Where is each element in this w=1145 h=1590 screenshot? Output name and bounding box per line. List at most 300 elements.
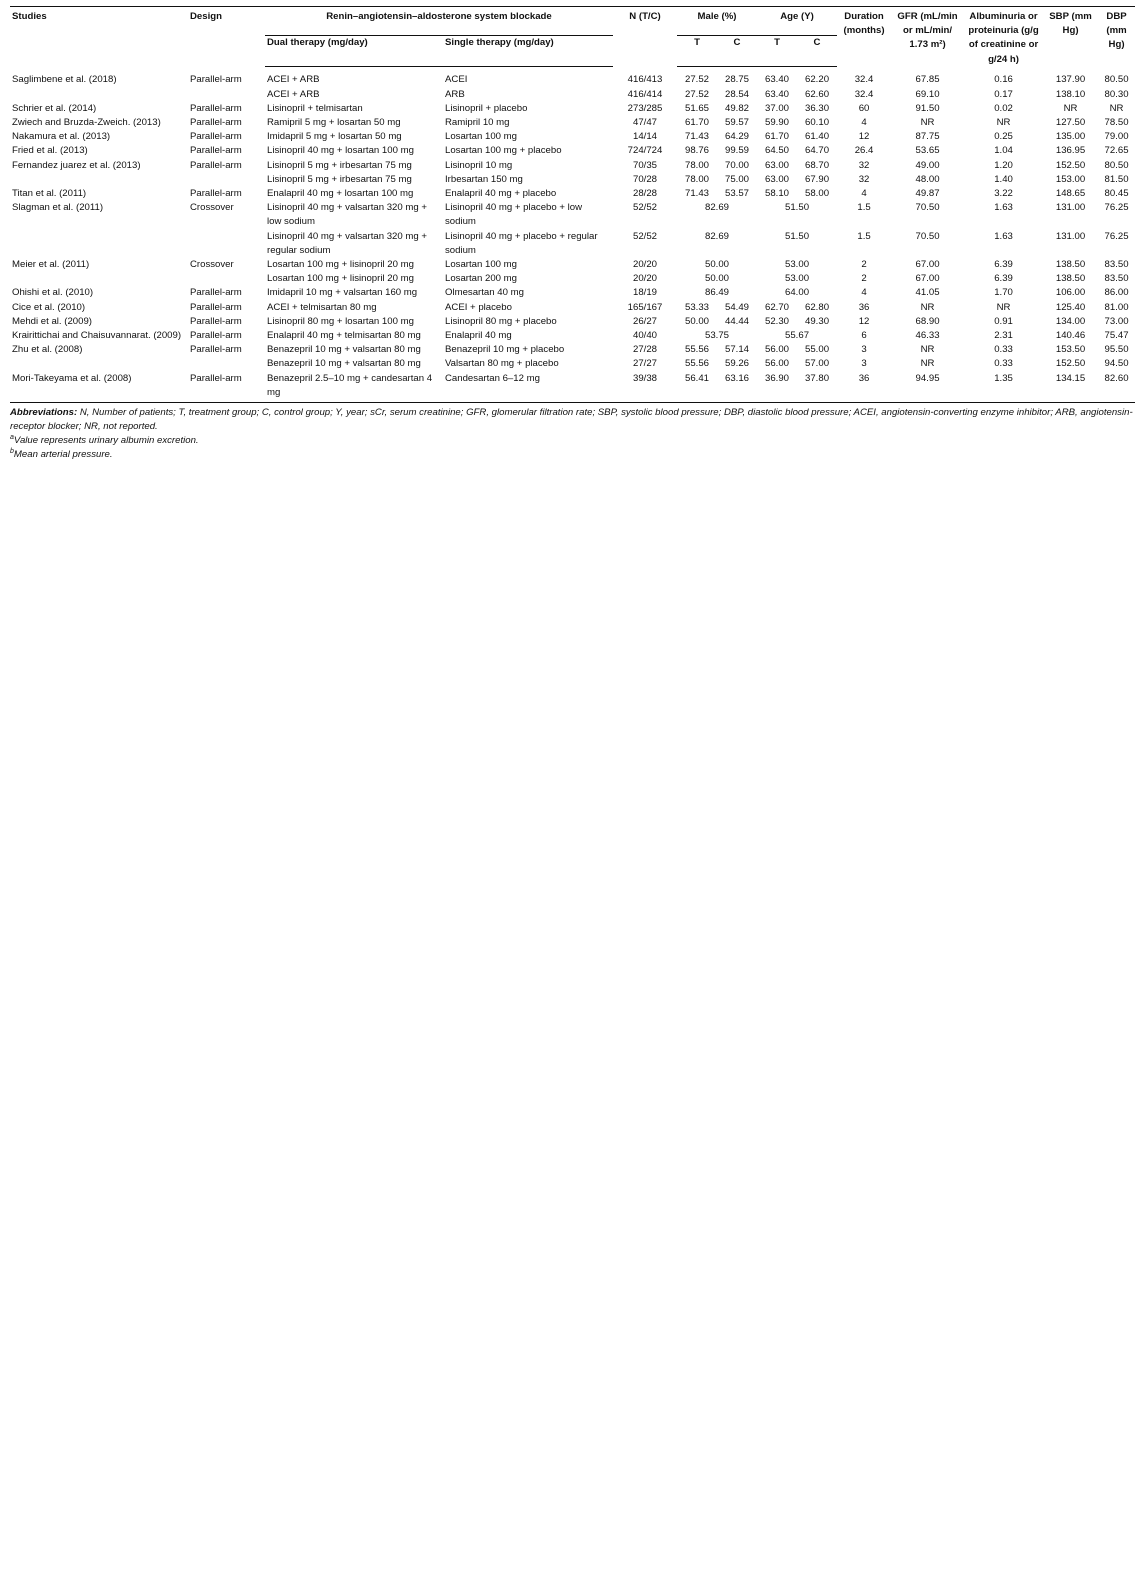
cell-single: Olmesartan 40 mg — [445, 287, 524, 299]
cell-male-t: 50.00 — [705, 273, 730, 285]
table-row — [10, 102, 1135, 116]
header-raas: Renin–angiotensin–aldosterone system blockade — [265, 7, 613, 36]
cell-study: Slagman et al. (2011) — [12, 202, 104, 214]
cell-dbp: 81.50 — [1104, 173, 1129, 185]
cell-male-c: 64.29 — [725, 131, 750, 143]
cell-dbp: 75.47 — [1104, 329, 1129, 341]
cell-duration: 2 — [861, 273, 867, 285]
cell-sbp: 138.10 — [1055, 88, 1086, 100]
footnote-b-mark: b — [10, 447, 14, 455]
cell-n: 724/724 — [627, 145, 663, 157]
cell-gfr: 70.50 — [915, 202, 940, 214]
cell-age-t: 56.00 — [765, 358, 790, 370]
cell-albuminuria: 0.33 — [994, 358, 1013, 370]
cell-design — [188, 88, 265, 102]
cell-dual: Lisinopril + telmisartan — [267, 102, 363, 114]
header-age-c: C — [797, 36, 837, 67]
cell-n: 20/20 — [632, 258, 657, 270]
cell-male-t: 82.69 — [705, 230, 730, 242]
cell-age-t: 63.00 — [765, 159, 790, 171]
cell-single: Irbesartan 150 mg — [445, 173, 523, 185]
cell-design: Parallel-arm — [190, 102, 242, 114]
cell-design: Crossover — [190, 202, 234, 214]
cell-male-c: 28.75 — [725, 74, 750, 86]
footnote-a-mark: a — [10, 433, 14, 441]
cell-albuminuria: 0.17 — [994, 88, 1013, 100]
cell-dual: Benazepril 2.5–10 mg + candesartan 4 mg — [267, 372, 433, 398]
table-page — [0, 0, 1145, 470]
cell-male-t: 78.00 — [684, 173, 709, 185]
header-albuminuria: Albuminuria or proteinuria (g/g of creatinine or g/24 h) — [964, 7, 1043, 67]
cell-age-t: 51.50 — [785, 230, 810, 242]
cell-gfr: 68.90 — [915, 315, 940, 327]
cell-sbp: 131.00 — [1055, 202, 1086, 214]
cell-duration: 2 — [861, 258, 867, 270]
cell-duration: 26.4 — [854, 145, 874, 157]
cell-dbp: 78.50 — [1104, 116, 1129, 128]
cell-study: Mori-Takeyama et al. (2008) — [12, 372, 132, 384]
cell-dual: Lisinopril 5 mg + irbesartan 75 mg — [267, 173, 412, 185]
cell-single: Losartan 200 mg — [445, 273, 517, 285]
cell-age-t: 53.00 — [785, 273, 810, 285]
footnote-b — [10, 448, 1135, 462]
table-row — [10, 159, 1135, 173]
cell-dbp: 80.30 — [1104, 88, 1129, 100]
cell-dual: ACEI + telmisartan 80 mg — [267, 301, 377, 313]
cell-dual: ACEI + ARB — [267, 88, 320, 100]
table-row — [10, 272, 1135, 286]
cell-study: Fried et al. (2013) — [12, 145, 88, 157]
cell-age-t: 64.00 — [785, 287, 810, 299]
table-row — [10, 230, 1135, 258]
header-male-t: T — [677, 36, 717, 67]
table-row — [10, 130, 1135, 144]
cell-gfr: NR — [920, 301, 935, 313]
cell-dbp: NR — [1109, 102, 1124, 114]
cell-sbp: 152.50 — [1055, 358, 1086, 370]
cell-design: Parallel-arm — [190, 344, 242, 356]
cell-gfr: 67.00 — [915, 273, 940, 285]
cell-sbp: 125.40 — [1055, 301, 1086, 313]
cell-single: ACEI + placebo — [445, 301, 512, 313]
cell-male-t: 53.75 — [705, 329, 730, 341]
header-duration: Duration (months) — [837, 7, 891, 67]
cell-albuminuria: NR — [996, 116, 1011, 128]
cell-dual: Lisinopril 40 mg + valsartan 320 mg + low sodium — [267, 202, 427, 228]
cell-study: Nakamura et al. (2013) — [12, 131, 111, 143]
cell-age-t: 64.50 — [765, 145, 790, 157]
cell-n: 26/27 — [632, 315, 657, 327]
header-dual: Dual therapy (mg/day) — [265, 36, 443, 67]
cell-n: 273/285 — [627, 102, 663, 114]
cell-gfr: NR — [920, 116, 935, 128]
cell-albuminuria: 0.25 — [994, 131, 1013, 143]
cell-age-t: 36.90 — [765, 372, 790, 384]
cell-duration: 12 — [858, 315, 870, 327]
cell-male-t: 27.52 — [684, 88, 709, 100]
cell-male-c: 49.82 — [725, 102, 750, 114]
cell-male-c: 57.14 — [725, 344, 750, 356]
cell-age-c: 67.90 — [805, 173, 830, 185]
cell-sbp: 153.00 — [1055, 173, 1086, 185]
cell-dbp: 80.45 — [1104, 187, 1129, 199]
cell-n: 28/28 — [632, 187, 657, 199]
cell-albuminuria: 1.20 — [994, 159, 1013, 171]
cell-gfr: 87.75 — [915, 131, 940, 143]
cell-albuminuria: 6.39 — [994, 273, 1013, 285]
table-body — [10, 67, 1135, 400]
footnote-a-text: Value represents urinary albumin excretion. — [13, 434, 199, 446]
cell-sbp: 135.00 — [1055, 131, 1086, 143]
cell-duration: 32.4 — [854, 88, 874, 100]
cell-gfr: 49.00 — [915, 159, 940, 171]
cell-age-c: 58.00 — [805, 187, 830, 199]
cell-albuminuria: NR — [996, 301, 1011, 313]
cell-sbp: 152.50 — [1055, 159, 1086, 171]
cell-single: Lisinopril 40 mg + placebo + regular sodium — [445, 230, 598, 256]
cell-n: 18/19 — [632, 287, 657, 299]
cell-male-c: 99.59 — [725, 145, 750, 157]
cell-dbp: 82.60 — [1104, 372, 1129, 384]
cell-age-t: 37.00 — [765, 102, 790, 114]
cell-gfr: 48.00 — [915, 173, 940, 185]
cell-gfr: 94.95 — [915, 372, 940, 384]
cell-age-t: 62.70 — [765, 301, 790, 313]
cell-albuminuria: 0.02 — [994, 102, 1013, 114]
cell-n: 70/35 — [632, 159, 657, 171]
cell-duration: 6 — [861, 329, 867, 341]
cell-age-c: 64.70 — [805, 145, 830, 157]
cell-duration: 3 — [861, 344, 867, 356]
cell-albuminuria: 1.63 — [994, 230, 1013, 242]
cell-dbp: 83.50 — [1104, 273, 1129, 285]
cell-single: Ramipril 10 mg — [445, 116, 510, 128]
cell-gfr: 70.50 — [915, 230, 940, 242]
cell-study — [10, 272, 188, 286]
cell-n: 27/28 — [632, 344, 657, 356]
table-row — [10, 88, 1135, 102]
cell-age-c: 68.70 — [805, 159, 830, 171]
cell-study: Cice et al. (2010) — [12, 301, 86, 313]
cell-albuminuria: 1.70 — [994, 287, 1013, 299]
cell-male-c: 70.00 — [725, 159, 750, 171]
cell-study: Schrier et al. (2014) — [12, 102, 97, 114]
cell-male-t: 50.00 — [705, 258, 730, 270]
cell-duration: 32 — [858, 173, 870, 185]
abbreviations-label: Abbreviations: — [10, 406, 78, 418]
cell-male-t: 51.65 — [684, 102, 709, 114]
cell-male-t: 55.56 — [684, 344, 709, 356]
cell-n: 14/14 — [632, 131, 657, 143]
table-row — [10, 286, 1135, 300]
cell-dual: Lisinopril 80 mg + losartan 100 mg — [267, 315, 414, 327]
cell-male-t: 61.70 — [684, 116, 709, 128]
cell-male-c: 59.26 — [725, 358, 750, 370]
table-row — [10, 201, 1135, 229]
cell-sbp: NR — [1063, 102, 1078, 114]
cell-male-t: 56.41 — [684, 372, 709, 384]
cell-sbp: 140.46 — [1055, 329, 1086, 341]
cell-male-c: 54.49 — [725, 301, 750, 313]
header-single: Single therapy (mg/day) — [443, 36, 613, 67]
cell-dbp: 76.25 — [1104, 202, 1129, 214]
cell-albuminuria: 1.35 — [994, 372, 1013, 384]
cell-sbp: 131.00 — [1055, 230, 1086, 242]
cell-design — [188, 230, 265, 258]
cell-n: 27/27 — [632, 358, 657, 370]
cell-n: 39/38 — [632, 372, 657, 384]
cell-single: Losartan 100 mg — [445, 258, 517, 270]
cell-male-t: 82.69 — [705, 202, 730, 214]
cell-age-t: 51.50 — [785, 202, 810, 214]
table-row — [10, 357, 1135, 371]
cell-study: Meier et al. (2011) — [12, 258, 90, 270]
footnote-a — [10, 434, 1135, 448]
cell-study — [10, 357, 188, 371]
cell-single: Enalapril 40 mg + placebo — [445, 187, 557, 199]
cell-single: Candesartan 6–12 mg — [445, 372, 540, 384]
cell-study: Fernandez juarez et al. (2013) — [12, 159, 141, 171]
cell-male-t: 78.00 — [684, 159, 709, 171]
cell-n: 70/28 — [632, 173, 657, 185]
cell-single: Losartan 100 mg + placebo — [445, 145, 562, 157]
cell-study: Krairittichai and Chaisuvannarat. (2009) — [12, 329, 182, 341]
cell-n: 52/52 — [632, 230, 657, 242]
header-sbp: SBP (mm Hg) — [1043, 7, 1098, 67]
cell-dbp: 79.00 — [1104, 131, 1129, 143]
table-row — [10, 372, 1135, 400]
cell-age-c: 37.80 — [805, 372, 830, 384]
cell-duration: 4 — [861, 287, 867, 299]
cell-dual: Enalapril 40 mg + telmisartan 80 mg — [267, 329, 421, 341]
cell-design — [188, 173, 265, 187]
cell-n: 416/414 — [627, 88, 663, 100]
cell-age-c: 62.20 — [805, 74, 830, 86]
table-row — [10, 144, 1135, 158]
cell-dual: Lisinopril 40 mg + losartan 100 mg — [267, 145, 414, 157]
cell-single: Valsartan 80 mg + placebo — [445, 358, 559, 370]
cell-duration: 36 — [858, 372, 870, 384]
cell-dual: Lisinopril 5 mg + irbesartan 75 mg — [267, 159, 412, 171]
header-design: Design — [188, 7, 265, 67]
cell-design: Parallel-arm — [190, 372, 242, 384]
cell-dbp: 94.50 — [1104, 358, 1129, 370]
table-row — [10, 315, 1135, 329]
cell-male-c: 75.00 — [725, 173, 750, 185]
cell-sbp: 127.50 — [1055, 116, 1086, 128]
studies-table — [10, 6, 1135, 400]
cell-dual: Ramipril 5 mg + losartan 50 mg — [267, 116, 401, 128]
cell-study: Ohishi et al. (2010) — [12, 287, 94, 299]
cell-male-t: 98.76 — [684, 145, 709, 157]
cell-study — [10, 230, 188, 258]
cell-age-t: 63.00 — [765, 173, 790, 185]
header-age-t: T — [757, 36, 797, 67]
cell-gfr: 46.33 — [915, 329, 940, 341]
cell-dual: Imidapril 10 mg + valsartan 160 mg — [267, 287, 418, 299]
cell-sbp: 136.95 — [1055, 145, 1086, 157]
cell-sbp: 138.50 — [1055, 273, 1086, 285]
cell-dual: Losartan 100 mg + lisinopril 20 mg — [267, 258, 414, 270]
cell-age-c: 57.00 — [805, 358, 830, 370]
cell-duration: 4 — [861, 116, 867, 128]
cell-duration: 32 — [858, 159, 870, 171]
cell-n: 20/20 — [632, 273, 657, 285]
cell-single: Benazepril 10 mg + placebo — [445, 344, 565, 356]
cell-duration: 60 — [858, 102, 870, 114]
cell-dual: Enalapril 40 mg + losartan 100 mg — [267, 187, 414, 199]
cell-male-c: 63.16 — [725, 372, 750, 384]
cell-albuminuria: 1.40 — [994, 173, 1013, 185]
cell-design: Parallel-arm — [190, 73, 242, 85]
cell-study: Zhu et al. (2008) — [12, 344, 83, 356]
cell-dbp: 76.25 — [1104, 230, 1129, 242]
cell-n: 416/413 — [627, 73, 663, 85]
cell-age-t: 58.10 — [765, 187, 790, 199]
cell-sbp: 134.15 — [1055, 372, 1086, 384]
cell-male-t: 53.33 — [684, 301, 709, 313]
cell-albuminuria: 0.33 — [994, 344, 1013, 356]
cell-albuminuria: 1.04 — [994, 145, 1013, 157]
cell-age-t: 59.90 — [765, 116, 790, 128]
cell-dbp: 86.00 — [1104, 287, 1129, 299]
cell-dual: Losartan 100 mg + lisinopril 20 mg — [267, 273, 414, 285]
header-n: N (T/C) — [613, 7, 677, 67]
cell-dbp: 83.50 — [1104, 258, 1129, 270]
cell-albuminuria: 6.39 — [994, 258, 1013, 270]
cell-design — [188, 272, 265, 286]
table-header — [10, 7, 1135, 67]
cell-age-c: 55.00 — [805, 344, 830, 356]
cell-design: Parallel-arm — [190, 145, 242, 157]
cell-design: Crossover — [190, 258, 234, 270]
cell-age-c: 60.10 — [805, 116, 830, 128]
cell-gfr: 69.10 — [915, 88, 940, 100]
table-row — [10, 173, 1135, 187]
cell-n: 165/167 — [627, 301, 663, 313]
cell-sbp: 138.50 — [1055, 258, 1086, 270]
table-row — [10, 187, 1135, 201]
header-gfr: GFR (mL/min or mL/min/ 1.73 m²) — [891, 7, 964, 67]
cell-dual: ACEI + ARB — [267, 74, 320, 86]
cell-dual: Imidapril 5 mg + losartan 50 mg — [267, 131, 402, 143]
cell-dbp: 81.00 — [1104, 301, 1129, 313]
cell-n: 40/40 — [632, 329, 657, 341]
cell-study: Saglimbene et al. (2018) — [12, 73, 117, 85]
cell-age-c: 62.60 — [805, 88, 830, 100]
cell-albuminuria: 0.91 — [994, 315, 1013, 327]
cell-study — [10, 173, 188, 187]
cell-gfr: 41.05 — [915, 287, 940, 299]
cell-albuminuria: 1.63 — [994, 202, 1013, 214]
abbreviations-note — [10, 406, 1135, 434]
cell-gfr: NR — [920, 344, 935, 356]
table-row — [10, 301, 1135, 315]
cell-age-t: 63.40 — [765, 88, 790, 100]
cell-design: Parallel-arm — [190, 131, 242, 143]
cell-male-c: 28.54 — [725, 88, 750, 100]
header-male: Male (%) — [677, 7, 757, 36]
header-male-c: C — [717, 36, 757, 67]
table-row — [10, 343, 1135, 357]
cell-gfr: 49.87 — [915, 187, 940, 199]
cell-age-t: 56.00 — [765, 344, 790, 356]
cell-n: 52/52 — [632, 202, 657, 214]
cell-dual: Benazepril 10 mg + valsartan 80 mg — [267, 344, 421, 356]
cell-age-c: 61.40 — [805, 131, 830, 143]
cell-sbp: 134.00 — [1055, 315, 1086, 327]
cell-albuminuria: 0.16 — [994, 73, 1013, 85]
cell-duration: 36 — [858, 301, 870, 313]
cell-study: Mehdi et al. (2009) — [12, 315, 92, 327]
cell-age-t: 63.40 — [765, 74, 790, 86]
cell-gfr: 91.50 — [915, 102, 940, 114]
table-footnotes — [10, 402, 1135, 462]
cell-design: Parallel-arm — [190, 301, 242, 313]
cell-dual: Lisinopril 40 mg + valsartan 320 mg + regular sodium — [267, 230, 427, 256]
cell-design: Parallel-arm — [190, 159, 242, 171]
header-studies: Studies — [10, 7, 188, 67]
cell-duration: 32.4 — [854, 73, 874, 85]
cell-dbp: 80.50 — [1104, 159, 1129, 171]
table-row — [10, 258, 1135, 272]
cell-design: Parallel-arm — [190, 315, 242, 327]
cell-age-t: 53.00 — [785, 258, 810, 270]
cell-male-t: 27.52 — [684, 74, 709, 86]
cell-design: Parallel-arm — [190, 187, 242, 199]
cell-age-t: 61.70 — [765, 131, 790, 143]
cell-gfr: 67.00 — [915, 258, 940, 270]
cell-single: Lisinopril 40 mg + placebo + low sodium — [445, 202, 583, 228]
cell-age-t: 52.30 — [765, 315, 790, 327]
footnote-b-text: Mean arterial pressure. — [13, 448, 113, 460]
cell-design: Parallel-arm — [190, 329, 242, 341]
cell-dbp: 80.50 — [1104, 73, 1129, 85]
cell-single: Enalapril 40 mg — [445, 329, 512, 341]
cell-age-c: 49.30 — [805, 315, 830, 327]
cell-duration: 1.5 — [857, 202, 871, 214]
cell-male-c: 53.57 — [725, 187, 750, 199]
cell-sbp: 137.90 — [1055, 73, 1086, 85]
table-row — [10, 329, 1135, 343]
cell-design: Parallel-arm — [190, 116, 242, 128]
cell-single: ARB — [445, 88, 465, 100]
cell-dbp: 95.50 — [1104, 344, 1129, 356]
table-row — [10, 116, 1135, 130]
cell-sbp: 153.50 — [1055, 344, 1086, 356]
cell-male-t: 50.00 — [684, 315, 709, 327]
cell-age-c: 62.80 — [805, 301, 830, 313]
cell-male-t: 86.49 — [705, 287, 730, 299]
cell-single: Lisinopril 10 mg — [445, 159, 513, 171]
cell-single: ACEI — [445, 74, 468, 86]
cell-sbp: 106.00 — [1055, 287, 1086, 299]
table-row — [10, 67, 1135, 88]
cell-single: Lisinopril 80 mg + placebo — [445, 315, 557, 327]
cell-male-c: 44.44 — [725, 315, 750, 327]
cell-single: Lisinopril + placebo — [445, 102, 528, 114]
cell-dbp: 72.65 — [1104, 145, 1129, 157]
cell-design — [188, 357, 265, 371]
cell-n: 47/47 — [632, 116, 657, 128]
cell-duration: 4 — [861, 187, 867, 199]
cell-gfr: 53.65 — [915, 145, 940, 157]
cell-design: Parallel-arm — [190, 287, 242, 299]
cell-male-t: 55.56 — [684, 358, 709, 370]
cell-study — [10, 88, 188, 102]
cell-age-t: 55.67 — [785, 329, 810, 341]
cell-albuminuria: 3.22 — [994, 187, 1013, 199]
